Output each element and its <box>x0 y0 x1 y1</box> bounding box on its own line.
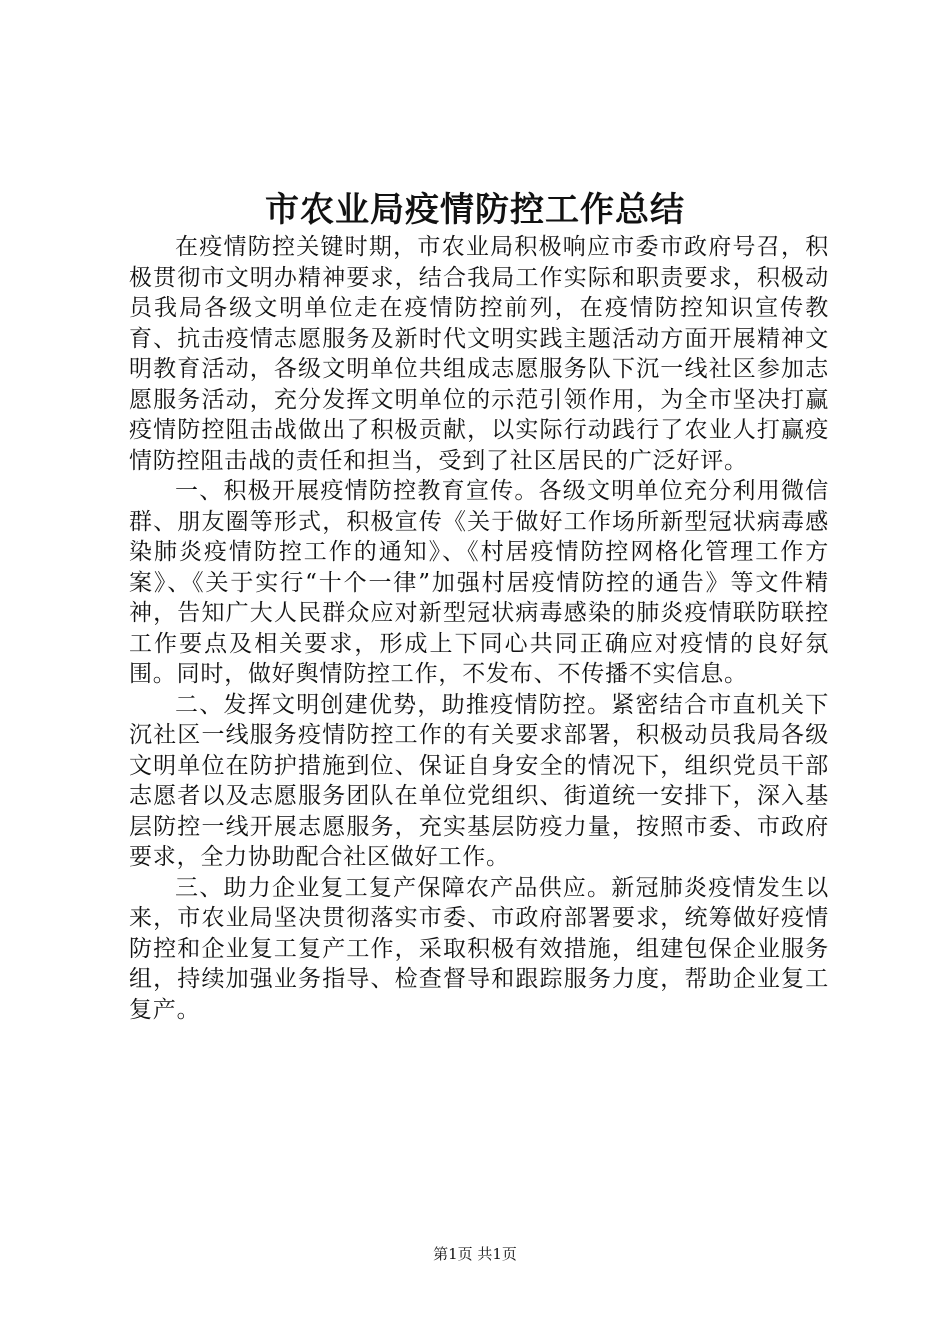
paragraph-section-1: 一、积极开展疫情防控教育宣传。各级文明单位充分利用微信群、朋友圈等形式，积极宣传《关于做好工作场所新型冠状病毒感染肺炎疫情防控工作的通知》、《村居疫情防控网格化管理工作方案》、《关于实行“十个一律”加强村居疫情防控的通告》等文件精神，告知广大人民群众应对新型冠状病毒感染的肺炎疫情联防联控工作要点及相关要求，形成上下同心共同正确应对疫情的良好氛围。同时，做好舆情防控工作，不发布、不传播不实信息。 <box>129 478 829 687</box>
paragraph-section-2: 二、发挥文明创建优势，助推疫情防控。紧密结合市直机关下沉社区一线服务疫情防控工作的有关要求部署，积极动员我局各级文明单位在防护措施到位、保证自身安全的情况下，组织党员干部志愿者以及志愿服务团队在单位党组织、街道统一安排下，深入基层防控一线开展志愿服务，充实基层防疫力量，按照市委、市政府要求，全力协助配合社区做好工作。 <box>129 691 829 870</box>
document-title: 市农业局疫情防控工作总结 <box>265 190 685 230</box>
document-body <box>129 232 829 1025</box>
page-number-footer: 第1页 共1页 <box>433 1245 517 1263</box>
paragraph-section-3: 三、助力企业复工复产保障农产品供应。新冠肺炎疫情发生以来，市农业局坚决贯彻落实市委、市政府部署要求，统筹做好疫情防控和企业复工复产工作，采取积极有效措施，组建包保企业服务组，持续加强业务指导、检查督导和跟踪服务力度，帮助企业复工复产。 <box>129 874 829 1023</box>
paragraph-intro: 在疫情防控关键时期，市农业局积极响应市委市政府号召，积极贯彻市文明办精神要求，结合我局工作实际和职责要求，积极动员我局各级文明单位走在疫情防控前列，在疫情防控知识宣传教育、抗击疫情志愿服务及新时代文明实践主题活动方面开展精神文明教育活动，各级文明单位共组成志愿服务队下沉一线社区参加志愿服务活动，充分发挥文明单位的示范引领作用，为全市坚决打赢疫情防控阻击战做出了积极贡献，以实际行动践行了农业人打赢疫情防控阻击战的责任和担当，受到了社区居民的广泛好评。 <box>129 234 829 474</box>
